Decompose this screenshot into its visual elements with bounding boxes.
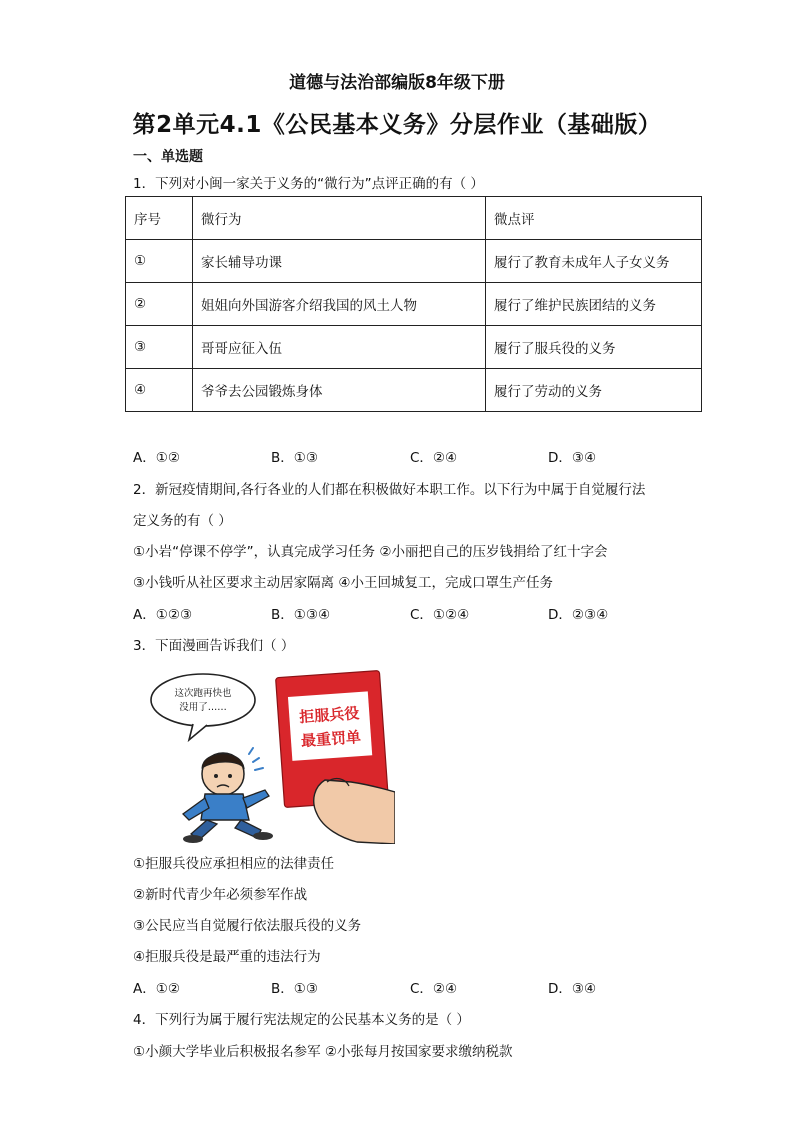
table-cell: ①: [126, 240, 193, 283]
table-row: [126, 326, 702, 369]
q4-items-line: ①小颜大学毕业后积极报名参军 ②小张每月按国家要求缴纳税款: [133, 1044, 513, 1060]
table-cell: ④: [126, 369, 193, 412]
cartoon-image: [145, 668, 395, 844]
table-cell: 姐姐向外国游客介绍我国的风土人物: [193, 283, 486, 326]
hand-illustration: [314, 779, 395, 844]
option-d[interactable]: D．③④: [548, 450, 597, 466]
table-cell: 履行了劳动的义务: [486, 369, 702, 412]
q3-item-1: ①拒服兵役应承担相应的法律责任: [133, 856, 335, 872]
section-heading: 一、单选题: [133, 149, 203, 165]
table-row: [126, 240, 702, 283]
table-header-row: [126, 197, 702, 240]
table-header-cell: 微点评: [486, 197, 702, 240]
q2-items-line2: ③小钱听从社区要求主动居家隔离 ④小王回城复工，完成口罩生产任务: [133, 575, 553, 591]
q3-item-3: ③公民应当自觉履行依法服兵役的义务: [133, 918, 362, 934]
running-man-illustration: [183, 748, 273, 843]
table-cell: 履行了维护民族团结的义务: [486, 283, 702, 326]
worksheet-subtitle: 道德与法治部编版8年级下册: [289, 73, 505, 93]
q2-stem-line2: 定义务的有（ ）: [133, 513, 232, 529]
q4-stem: 4．下列行为属于履行宪法规定的公民基本义务的是（ ）: [133, 1012, 470, 1028]
table-cell: 家长辅导功课: [193, 240, 486, 283]
table-cell: ②: [126, 283, 193, 326]
table-cell: ③: [126, 326, 193, 369]
option-c[interactable]: C．①②④: [410, 607, 470, 623]
q2-items-line1: ①小岩“停课不停学”，认真完成学习任务 ②小丽把自己的压岁钱捐给了红十字会: [133, 544, 608, 560]
option-b[interactable]: B．①③: [271, 981, 318, 997]
table-cell: 爷爷去公园锻炼身体: [193, 369, 486, 412]
table-header-cell: 序号: [126, 197, 193, 240]
q1-stem: 1．下列对小闽一家关于义务的“微行为”点评正确的有（ ）: [133, 176, 484, 192]
speech-bubble: [151, 674, 255, 740]
q3-stem: 3．下面漫画告诉我们（ ）: [133, 638, 295, 654]
option-a[interactable]: A．①②: [133, 450, 180, 466]
option-b[interactable]: B．①③: [271, 450, 318, 466]
bubble-text-2: 没用了……: [179, 702, 227, 713]
q2-stem-line1: 2．新冠疫情期间,各行各业的人们都在积极做好本职工作。以下行为中属于自觉履行法: [133, 482, 646, 498]
table-cell: 履行了教育未成年人子女义务: [486, 240, 702, 283]
q1-table: [125, 196, 702, 412]
table-header-cell: 微行为: [193, 197, 486, 240]
option-c[interactable]: C．②④: [410, 450, 458, 466]
option-a[interactable]: A．①②③: [133, 607, 193, 623]
bubble-text-1: 这次跑再快也: [174, 688, 232, 699]
q3-item-2: ②新时代青少年必须参军作战: [133, 887, 308, 903]
table-cell: 哥哥应征入伍: [193, 326, 486, 369]
worksheet-title: 第2单元4.1《公民基本义务》分层作业（基础版）: [132, 112, 662, 138]
card-text-1: 拒服兵役: [298, 704, 360, 727]
option-d[interactable]: D．②③④: [548, 607, 609, 623]
option-a[interactable]: A．①②: [133, 981, 180, 997]
card-text-2: 最重罚单: [300, 727, 362, 751]
q3-item-4: ④拒服兵役是最严重的违法行为: [133, 949, 321, 965]
table-cell: 履行了服兵役的义务: [486, 326, 702, 369]
option-b[interactable]: B．①③④: [271, 607, 331, 623]
table-row: [126, 369, 702, 412]
option-d[interactable]: D．③④: [548, 981, 597, 997]
option-c[interactable]: C．②④: [410, 981, 458, 997]
table-row: [126, 283, 702, 326]
